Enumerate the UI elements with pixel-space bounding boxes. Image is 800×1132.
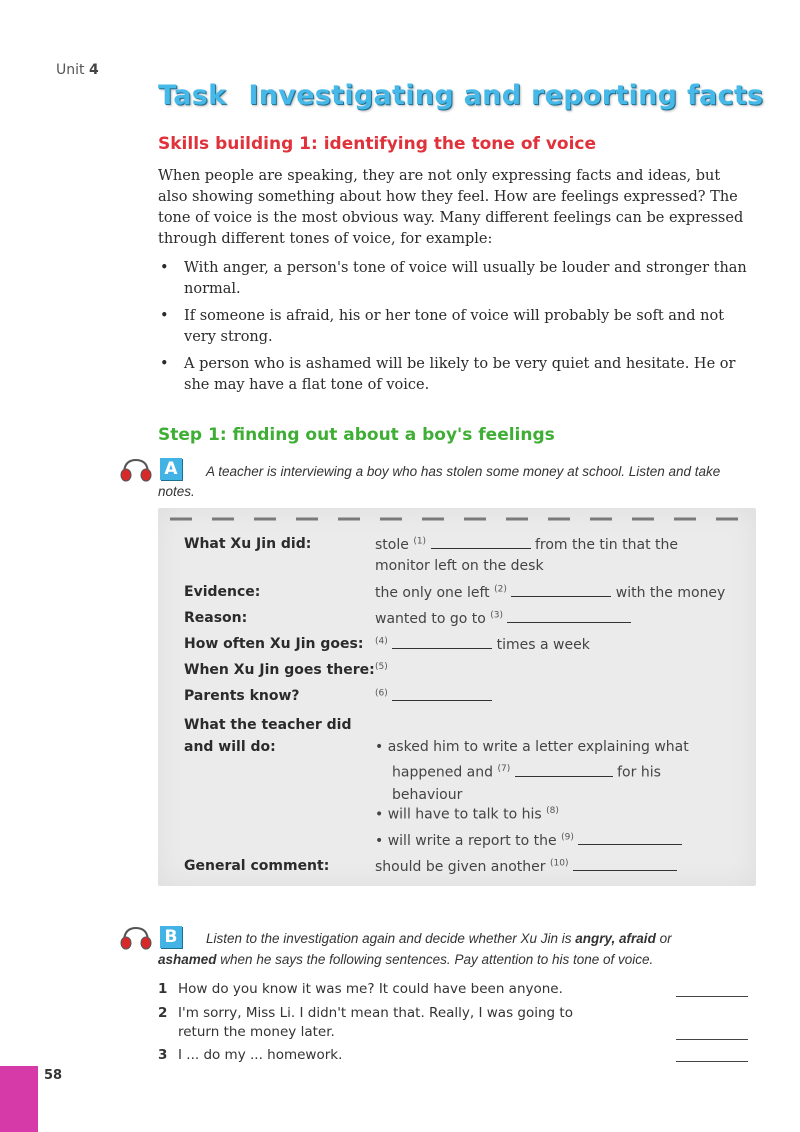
part-a-badge: A <box>160 458 182 480</box>
answer-blank[interactable] <box>392 636 492 649</box>
answer-blank[interactable] <box>431 536 531 549</box>
intro-paragraph: When people are speaking, they are not only expressing facts and ideas, but also showing something about how they feel. How are feelings expressed? The tone of voice is the most obvious way. Many different feelings can be expressed through different tones of voice, for example: <box>158 168 744 247</box>
part-b-instruction-line1: Listen to the investigation again and decide whether Xu Jin is angry, afraid or <box>206 931 672 946</box>
notes-value-reason: wanted to go to $^{(3)}$ <box>375 610 631 627</box>
part-a-instruction-line1: A teacher is interviewing a boy who has stolen some money at school. Listen and take <box>206 464 721 479</box>
answer-blank[interactable] <box>392 688 492 701</box>
bullet-text: If someone is afraid, his or her tone of voice will probably be soft and not very strong. <box>184 308 725 345</box>
skills-heading: Skills building 1: identifying the tone of voice <box>158 134 597 154</box>
question-3: 3 I ... do my ... homework. <box>158 1047 343 1063</box>
part-b-badge: B <box>160 926 182 948</box>
step1-heading: Step 1: finding out about a boy's feelings <box>158 425 555 445</box>
list-item: • If someone is afraid, his or her tone of voice will probably be soft and not very strong. <box>160 308 725 345</box>
answer-blank[interactable] <box>515 764 613 777</box>
title-task: Task <box>158 80 227 111</box>
notes-row-what <box>184 536 311 552</box>
notes-row-how-often: How often Xu Jin goes: <box>184 636 364 652</box>
list-item: • With anger, a person's tone of voice will usually be louder and stronger than normal. <box>160 260 747 297</box>
answer-blank[interactable] <box>511 584 611 597</box>
notes-value-evidence: the only one left $^{(2)}$ with the money <box>375 584 726 601</box>
part-a-instruction-line2: notes. <box>158 484 195 499</box>
unit-number: 4 <box>88 62 99 78</box>
notes-row-reason: Reason: <box>184 610 248 626</box>
page-color-bar <box>0 1066 38 1132</box>
notes-value-when: (5) <box>375 662 388 672</box>
headphones-icon <box>118 456 158 482</box>
notes-value-comment: should be given another $^{(10)}$ <box>375 858 677 875</box>
part-b-instruction-line2: ashamed when he says the following sentences. Pay attention to his tone of voice. <box>158 952 654 967</box>
question-1: 1 How do you know it was me? It could have been anyone. <box>158 981 563 997</box>
notes-bullet-talk: • will have to talk to his $^{(8)}$ <box>375 806 559 823</box>
unit-word: Unit <box>56 62 85 78</box>
page-number: 58 <box>44 1068 63 1083</box>
notes-row-comment: General comment: <box>184 858 330 874</box>
notes-row-parents: Parents know? <box>184 688 300 704</box>
notes-row-evidence: Evidence: <box>184 584 261 600</box>
notes-row-teacher: What the teacher did and will do: <box>184 717 352 755</box>
question-2: 2 I'm sorry, Miss Li. I didn't mean that. Really, I was going to return the money later. <box>158 1005 573 1040</box>
notes-value-parents: (6) <box>375 688 492 705</box>
title-heading: Investigating and reporting facts <box>248 80 764 111</box>
bullet-text: A person who is ashamed will be likely to be very quiet and hesitate. He or she may have a flat tone of voice. <box>184 356 736 393</box>
notes-value-what-cont: monitor left on the desk <box>375 558 544 574</box>
dashed-divider <box>170 516 750 522</box>
headphones-icon <box>118 924 158 950</box>
notes-label: What Xu Jin did: <box>184 536 312 552</box>
tone-bullet-list <box>158 258 748 402</box>
notes-row-when: When Xu Jin goes there: <box>184 662 375 678</box>
answer-blank-1[interactable] <box>676 996 748 997</box>
answer-blank-3[interactable] <box>676 1061 748 1062</box>
notes-value-how-often: $^{(4)}$ times a week <box>375 636 590 653</box>
answer-blank[interactable] <box>573 858 677 871</box>
answer-blank[interactable] <box>507 610 631 623</box>
list-item: • A person who is ashamed will be likely to be very quiet and hesitate. He or she may have a flat tone of voice. <box>160 356 736 393</box>
unit-label <box>56 62 99 78</box>
answer-blank-2[interactable] <box>676 1039 748 1040</box>
bullet-text: With anger, a person's tone of voice will usually be louder and stronger than normal. <box>184 260 747 297</box>
page-title <box>158 80 763 111</box>
notes-bullet-report: • will write a report to the $^{(9)}$ <box>375 832 682 849</box>
notes-value-what: stole $^{(1)}$ from the tin that the <box>375 536 678 553</box>
answer-blank[interactable] <box>578 832 682 845</box>
notes-bullet-letter: • asked him to write a letter explaining what happened and $^{(7)}$ for his behaviour <box>375 739 689 803</box>
